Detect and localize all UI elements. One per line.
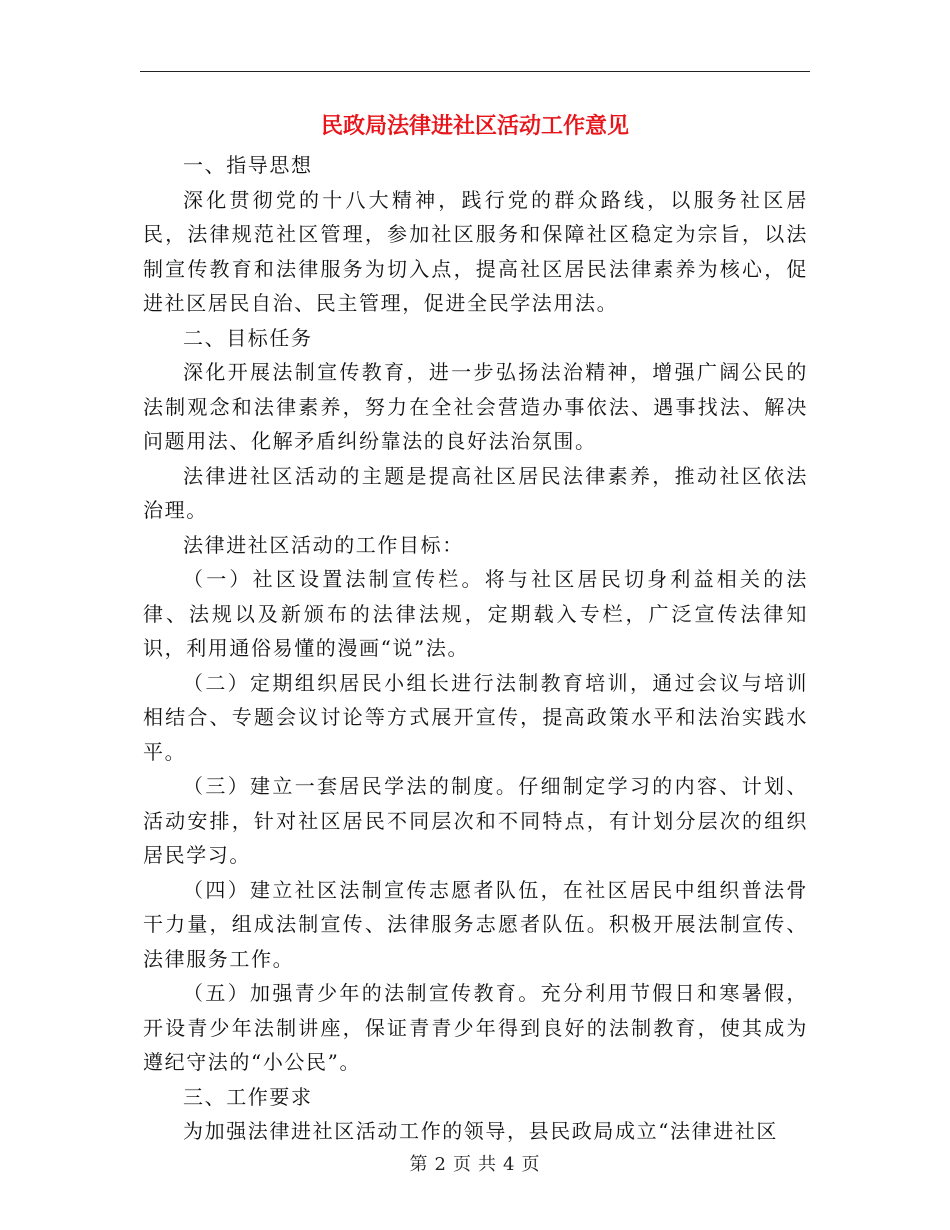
list-item: （五）加强青少年的法制宣传教育。充分利用节假日和寒暑假，开设青少年法制讲座，保证青青少年得到良好的法制教育，使其成为遵纪守法的“小公民”。 <box>143 981 808 1074</box>
section-heading-3: 三、工作要求 <box>183 1084 313 1109</box>
header-rule <box>140 71 810 72</box>
paragraph: 法律进社区活动的主题是提高社区居民法律素养，推动社区依法治理。 <box>143 463 808 522</box>
footer-prefix: 第 <box>409 1154 429 1175</box>
paragraph: 深化开展法制宣传教育，进一步弘扬法治精神，增强广阔公民的法制观念和法律素养，努力在全社会营造办事依法、遇事找法、解决问题用法、化解矛盾纠纷靠法的良好法治氛围。 <box>143 360 808 453</box>
list-item: （一）社区设置法制宣传栏。将与社区居民切身利益相关的法律、法规以及新颁布的法律法规，定期载入专栏，广泛宣传法律知识，利用通俗易懂的漫画“说”法。 <box>143 567 808 660</box>
document-body <box>143 148 808 1149</box>
footer-total-prefix: 共 <box>478 1154 497 1175</box>
section-heading-1: 一、指导思想 <box>183 153 313 177</box>
list-item: （二）定期组织居民小组长进行法制教育培训，通过会议与培训相结合、专题会议讨论等方式展开宣传，提高政策水平和法治实践水平。 <box>143 670 808 764</box>
footer-page-number: 2 <box>434 1154 447 1175</box>
list-item: （三）建立一套居民学法的制度。仔细制定学习的内容、计划、活动安排，针对社区居民不同层次和不同特点，有计划分层次的组织居民学习。 <box>143 774 808 867</box>
footer-page-unit: 页 <box>453 1154 472 1175</box>
page-footer <box>0 1153 950 1177</box>
footer-total-unit: 页 <box>521 1154 541 1175</box>
paragraph: 为加强法律进社区活动工作的领导，县民政局成立“法律进社区 <box>183 1119 779 1143</box>
paragraph: 法律进社区活动的工作目标： <box>183 532 464 557</box>
list-item: （四）建立社区法制宣传志愿者队伍，在社区居民中组织普法骨干力量，组成法制宣传、法律服务志愿者队伍。积极开展法制宣传、法律服务工作。 <box>143 877 808 971</box>
paragraph: 深化贯彻党的十八大精神，践行党的群众路线，以服务社区居民，法律规范社区管理，参加社区服务和保障社区稳定为宗旨，以法制宣传教育和法律服务为切入点，提高社区居民法律素养为核心，促进社区居民自治、民主管理，促进全民学法用法。 <box>143 187 808 315</box>
section-heading-2: 二、目标任务 <box>183 325 313 350</box>
document-title: 民政局法律进社区活动工作意见 <box>320 113 629 139</box>
footer-total-pages: 4 <box>503 1154 516 1175</box>
